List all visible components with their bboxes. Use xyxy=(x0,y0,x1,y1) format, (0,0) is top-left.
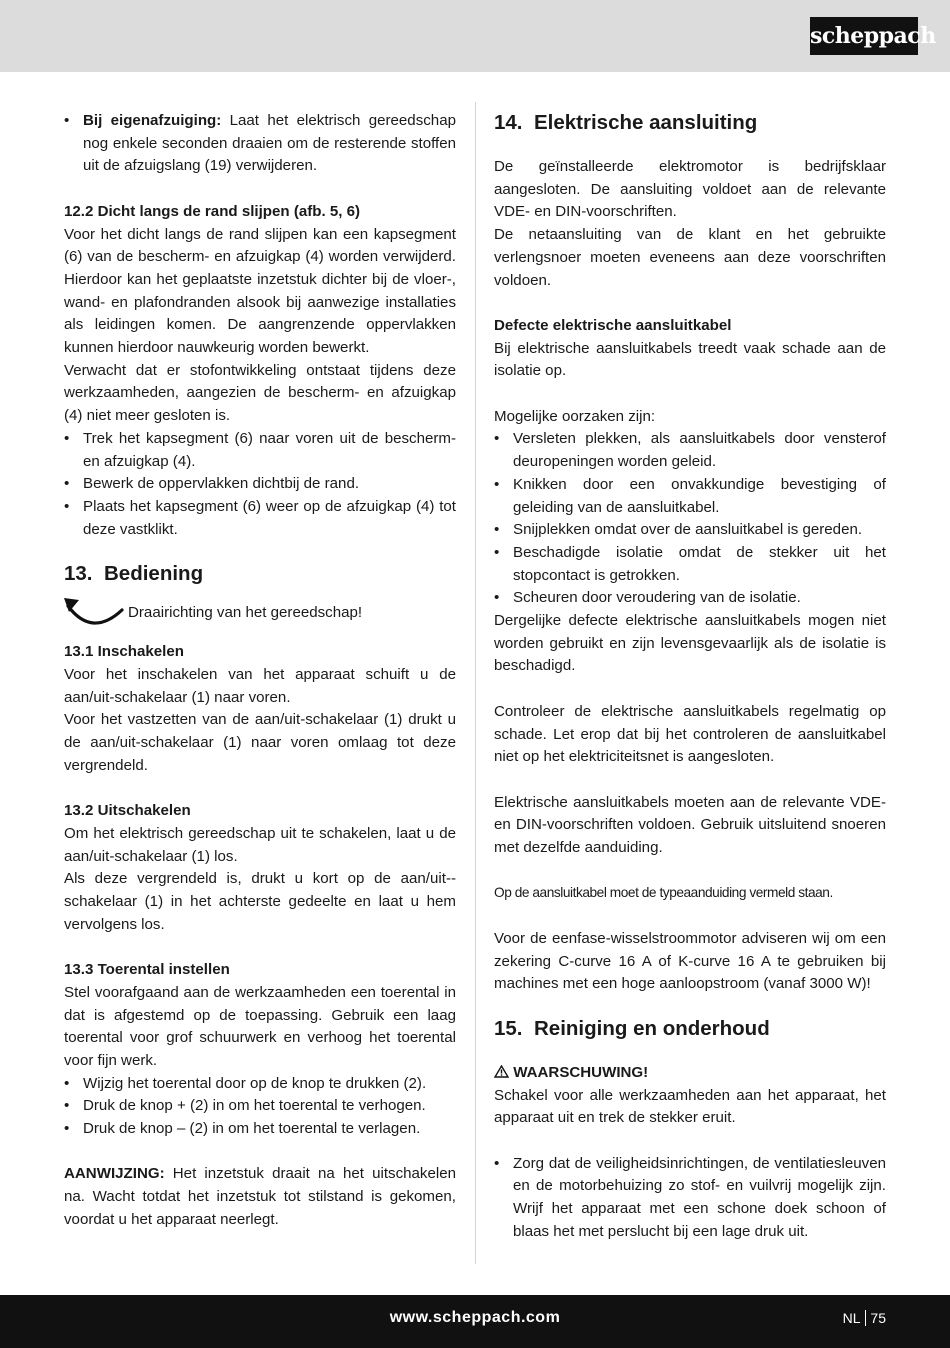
list-item: • Scheuren door veroudering van de isolatie. xyxy=(494,587,886,610)
section-13-3-title: 13.3 Toerental instellen xyxy=(64,961,230,979)
causes-list xyxy=(494,428,886,610)
warning-title: WAARSCHUWING! xyxy=(494,1062,886,1085)
section-12-2-list xyxy=(64,428,456,542)
right-column xyxy=(494,110,886,1244)
paragraph: De netaansluiting van de klant en het gebruikte verlengsnoer moeten eveneens aan deze voorschriften voldoen. xyxy=(494,226,886,289)
section-13-2-title: 13.2 Uitschakelen xyxy=(64,802,191,820)
section-15-heading: 15. Reiniging en onderhoud xyxy=(494,1016,770,1040)
footer-url[interactable]: www.scheppach.com xyxy=(389,1309,561,1326)
header-bar xyxy=(0,0,950,72)
list-item: • Bij eigenafzuiging: Laat het elektrisch gereedschap nog enkele seconden draaien om de resterende stoffen uit de afzuigslang (19) verwijderen. xyxy=(64,110,456,178)
list-item: • Druk de knop + (2) in om het toerental te verhogen. xyxy=(64,1095,456,1118)
footer-bar xyxy=(0,1295,950,1348)
intro-list xyxy=(64,110,456,178)
paragraph: Elektrische aansluitkabels moeten aan de relevante VDE- en DIN-voorschriften voldoen. Gebruik uitsluitend snoeren met dezelfde aanduiding. xyxy=(494,793,886,857)
paragraph: Voor het vastzetten van de aan/uit-schakelaar (1) drukt u de aan/uit-schakelaar (1) naar voren omlaag tot deze vergrendeld. xyxy=(64,711,456,774)
section-12-2-title: 12.2 Dicht langs de rand slijpen (afb. 5, 6) xyxy=(64,202,361,220)
list-item: • Wijzig het toerental door op de knop te drukken (2). xyxy=(64,1073,456,1096)
rotation-arrow-icon xyxy=(64,594,128,632)
paragraph: Voor de eenfase-wisselstroommotor adviseren wij om een zekering C-curve 16 A of K-curve 16 A te gebruiken bij machines met een hoge aanloopstroom (vanaf 3000 W)! xyxy=(494,929,886,993)
left-column xyxy=(64,110,456,1232)
defect-title: Defecte elektrische aansluitkabel xyxy=(494,316,732,334)
section-14-heading: 14. Elektrische aansluiting xyxy=(494,111,758,134)
paragraph: Schakel voor alle werkzaamheden aan het apparaat, het apparaat uit en trek de stekker eruit. xyxy=(494,1086,886,1127)
list-item: • Versleten plekken, als aansluitkabels door vensterof deuropeningen worden geleid. xyxy=(494,428,886,473)
paragraph: Voor het dicht langs de rand slijpen kan een kapsegment (6) van de bescherm- en afzuigkap (4) worden verwijderd. Hierdoor kan het geplaatste inzetstuk dichter bij de vloer-, wand- en plafondranden alsook bij aanwezige installaties als leidingen komen. De aangrenzende oppervlakken kunnen hierdoor nauwkeurig worden bewerkt. xyxy=(64,225,456,357)
paragraph: Controleer de elektrische aansluitkabels regelmatig op schade. Let erop dat bij het controleren de aansluitkabel niet op het elektriciteitsnet is aangesloten. xyxy=(494,702,886,766)
paragraph: Verwacht dat er stofontwikkeling ontstaat tijdens deze werkzaamheden, aangezien de bescherm- en afzuigkap (4) niet meer gesloten is. xyxy=(64,361,456,425)
paragraph: Bij elektrische aansluitkabels treedt vaak schade aan de isolatie op. xyxy=(494,339,886,380)
list-item: • Zorg dat de veiligheidsinrichtingen, de ventilatiesleuven en de motorbehuizing zo stof- en vuilvrij mogelijk zijn. Wrijf het apparaat met een schone doek schoon of blaas het met perslucht bij een lage druk uit. xyxy=(494,1153,886,1244)
rotation-note xyxy=(64,593,456,633)
paragraph: Om het elektrisch gereedschap uit te schakelen, laat u de aan/uit-schakelaar (1) los. xyxy=(64,824,456,865)
note-paragraph: AANWIJZING: Het inzetstuk draait na het uitschakelen na. Wacht totdat het inzetstuk tot stilstand is gekomen, voordat u het apparaat neerlegt. xyxy=(64,1165,456,1228)
section-13-1-title: 13.1 Inschakelen xyxy=(64,643,184,661)
rotation-text: Draairichting van het gereedschap! xyxy=(128,603,363,621)
list-item: • Snijplekken omdat over de aansluitkabel is gereden. xyxy=(494,519,886,542)
paragraph: Als deze vergrendeld is, drukt u kort op de aan/uit--schakelaar (1) in het achterste gedeelte en laat u hem vervolgens los. xyxy=(64,870,456,933)
list-item: • Plaats het kapsegment (6) weer op de afzuigkap (4) tot deze vastklikt. xyxy=(64,496,456,541)
paragraph: Voor het inschakelen van het apparaat schuift u de aan/uit-schakelaar (1) naar voren. xyxy=(64,666,456,706)
paragraph: Stel voorafgaand aan de werkzaamheden een toerental in dat is afgestemd op de toepassing. Gebruik een laag toerental voor grof schuurwerk en verhoog het toerental voor fijn werk. xyxy=(64,983,456,1069)
warning-triangle-icon xyxy=(494,1065,509,1078)
column-divider xyxy=(475,102,476,1264)
list-item: • Trek het kapsegment (6) naar voren uit de bescherm- en afzuigkap (4). xyxy=(64,428,456,473)
list-item: • Druk de knop – (2) in om het toerental te verlagen. xyxy=(64,1118,456,1141)
page-number: NL 75 xyxy=(842,1310,886,1326)
paragraph: Dergelijke defecte elektrische aansluitkabels mogen niet worden gebruikt en zijn levensgevaarlijk als de isolatie is beschadigd. xyxy=(494,612,886,675)
list-item: • Bewerk de oppervlakken dichtbij de rand. xyxy=(64,473,456,496)
section-13-heading: 13. Bediening xyxy=(64,562,204,586)
paragraph: De geïnstalleerde elektromotor is bedrijfsklaar aangesloten. De aansluiting voldoet aan de relevante VDE- en DIN-voorschriften. xyxy=(494,158,886,221)
section-13-3-list xyxy=(64,1073,456,1141)
brand-logo: scheppach xyxy=(810,17,918,55)
paragraph: Mogelijke oorzaken zijn: xyxy=(494,407,656,425)
list-item: • Beschadigde isolatie omdat de stekker uit het stopcontact is getrokken. xyxy=(494,542,886,587)
paragraph: Op de aansluitkabel moet de typeaanduiding vermeld staan. xyxy=(494,885,833,901)
section-15-list xyxy=(494,1153,886,1244)
list-item: • Knikken door een onvakkundige bevestiging of geleiding van de aansluitkabel. xyxy=(494,474,886,519)
